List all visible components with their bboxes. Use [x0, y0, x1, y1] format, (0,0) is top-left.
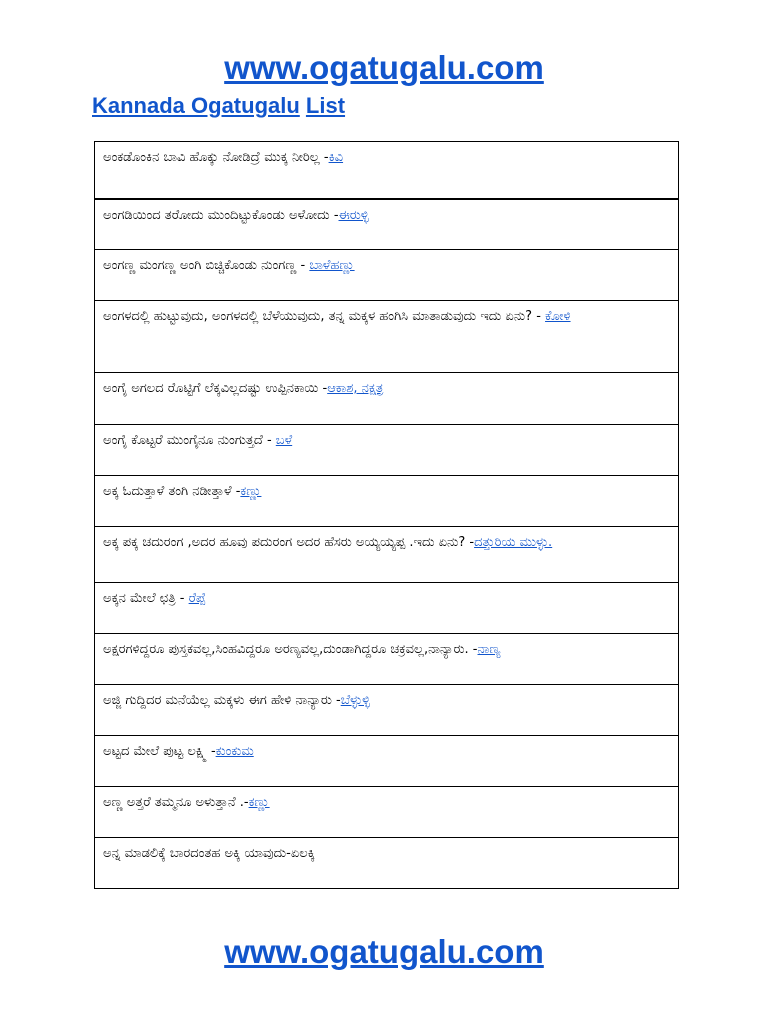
riddle-question: ಅಕ್ಕ ಓದುತ್ತಾಳೆ ತಂಗಿ ನಡೀತ್ತಾಳೆ -: [103, 484, 241, 499]
heading-title-link[interactable]: Kannada Ogatugalu: [92, 93, 300, 118]
riddle-cell: [95, 373, 679, 425]
table-row: [95, 838, 679, 889]
riddle-answer-link[interactable]: ಈರುಳ್ಳಿ: [338, 207, 369, 223]
riddle-answer-link[interactable]: ಕಣ್ಣು: [248, 795, 270, 810]
table-row: [95, 583, 679, 634]
table-row: [95, 142, 679, 199]
riddle-answer-link[interactable]: ಆಕಾಶ, ನಕ್ಷತ್ರ: [327, 381, 384, 396]
riddle-answer-link[interactable]: ಕಣ್ಣು: [240, 484, 262, 499]
riddle-question: ಅಕ್ಕ ಪಕ್ಕ ಚದುರಂಗ ,ಅದರ ಹೂವು ಪದುರಂಗ ಅದರ ಹೆಸರು ಅಯ್ಯಯ್ಯಪ್ಪ .ಇದು ಏನು? -: [103, 535, 475, 550]
riddle-cell: [95, 685, 679, 736]
table-row: [95, 736, 679, 787]
table-row: [95, 634, 679, 685]
riddle-answer-link[interactable]: ಕಿವಿ: [328, 150, 344, 165]
table-row: [95, 685, 679, 736]
riddle-answer-link[interactable]: ಬಾಳೆಹಣ್ಣು: [309, 258, 355, 273]
riddle-answer-link[interactable]: ರೆಪ್ಪೆ: [188, 591, 206, 606]
riddle-answer-link[interactable]: ಕೋಳಿ: [545, 309, 571, 324]
riddle-question: ಅಂಗಡಿಯಿಂದ ತರೋದು ಮುಂದಿಟ್ಟುಕೊಂಡು ಅಳೋದು -: [103, 207, 339, 223]
riddle-answer-link[interactable]: ನಾಣ್ಯ: [477, 642, 501, 657]
riddle-question: ಅಣ್ಣ ಅತ್ತರೆ ತಮ್ಮನೂ ಅಳುತ್ತಾನೆ .-: [103, 795, 249, 810]
site-url-bottom-link[interactable]: www.ogatugalu.com: [224, 933, 544, 970]
riddle-question: ಅಂಗೈ ಅಗಲದ ರೊಟ್ಟಿಗೆ ಲೆಕ್ಕವಿಲ್ಲದಷ್ಟು ಉಪ್ಪಿನಕಾಯಿ -: [103, 381, 328, 396]
riddle-cell: [95, 583, 679, 634]
site-url-top-link[interactable]: www.ogatugalu.com: [224, 49, 544, 86]
riddle-cell: [95, 476, 679, 527]
riddle-answer-link[interactable]: ಬಳೆ: [275, 433, 293, 448]
riddle-cell: [95, 838, 679, 889]
riddle-answer-link[interactable]: ಕುಂಕುಮ: [215, 744, 254, 759]
riddle-question: ಅಂಕಡೊಂಕಿನ ಬಾವಿ ಹೊಕ್ಕು ನೋಡಿದ್ರೆ ಮುಕ್ಕ ನೀರಿಲ್ಲ -: [103, 150, 329, 165]
riddle-table: [94, 141, 679, 889]
riddle-question: ಅನ್ನ ಮಾಡಲಿಕ್ಕೆ ಬಾರದಂತಹ ಅಕ್ಕಿ ಯಾವುದು-ಏಲಕ್ಕಿ: [103, 846, 315, 861]
table-row: [95, 250, 679, 301]
riddle-cell: [95, 527, 679, 583]
riddle-question: ಅಂಗೈ ಕೊಟ್ಟರೆ ಮುಂಗೈನೂ ನುಂಗುತ್ತದೆ -: [103, 433, 276, 448]
riddle-cell: [95, 199, 679, 250]
table-row: [95, 373, 679, 425]
table-row: [95, 527, 679, 583]
table-row: [95, 425, 679, 476]
riddle-question: ಅಕ್ಕನ ಮೇಲೆ ಛತ್ರಿ -: [103, 591, 189, 606]
riddle-question: ಅಂಗಣ್ಣ ಮಂಗಣ್ಣ ಅಂಗಿ ಬಿಚ್ಚಿಕೊಂಡು ನುಂಗಣ್ಣ -: [103, 258, 310, 273]
riddle-cell: [95, 787, 679, 838]
riddle-answer-link[interactable]: ದತ್ತುರಿಯ ಮುಳ್ಳು.: [474, 535, 553, 550]
riddle-question: ಅಕ್ಷರಗಳಿದ್ದರೂ ಪುಸ್ತಕವಲ್ಲ,ಸಿಂಹವಿದ್ದರೂ ಅರಣ್ಯವಲ್ಲ,ದುಂಡಾಗಿದ್ದರೂ ಚಕ್ರವಲ್ಲ,ನಾನ್ಯಾರು. -: [103, 642, 478, 657]
table-row: [95, 301, 679, 373]
table-row: [95, 199, 679, 250]
riddle-cell: [95, 142, 679, 199]
riddle-question: ಅಜ್ಜಿ ಗುದ್ದಿದರ ಮನೆಯೆಲ್ಲ ಮಕ್ಕಳು ಈಗ ಹೇಳಿ ನಾನ್ಯಾರು -: [103, 693, 341, 708]
riddle-cell: [95, 425, 679, 476]
heading-list-link[interactable]: List: [305, 93, 346, 118]
riddle-cell: [95, 250, 679, 301]
table-row: [95, 476, 679, 527]
riddle-question: ಅಂಗಳದಲ್ಲಿ ಹುಟ್ಟುವುದು, ಅಂಗಳದಲ್ಲಿ ಬೆಳೆಯುವುದು, ತನ್ನ ಮಕ್ಕಳ ಹಂಗಿಸಿ ಮಾತಾಡುವುದು ಇದು ಏನು? -: [103, 309, 546, 324]
riddle-cell: [95, 736, 679, 787]
riddle-question: ಅಟ್ಟದ ಮೇಲೆ ಪುಟ್ಟ ಲಕ್ಷ್ಮಿ -: [103, 744, 216, 759]
riddle-cell: [95, 634, 679, 685]
riddle-cell: [95, 301, 679, 373]
table-row: [95, 787, 679, 838]
riddle-answer-link[interactable]: ಬೆಳ್ಳುಳ್ಳಿ: [340, 693, 371, 708]
list-heading: [92, 91, 345, 121]
